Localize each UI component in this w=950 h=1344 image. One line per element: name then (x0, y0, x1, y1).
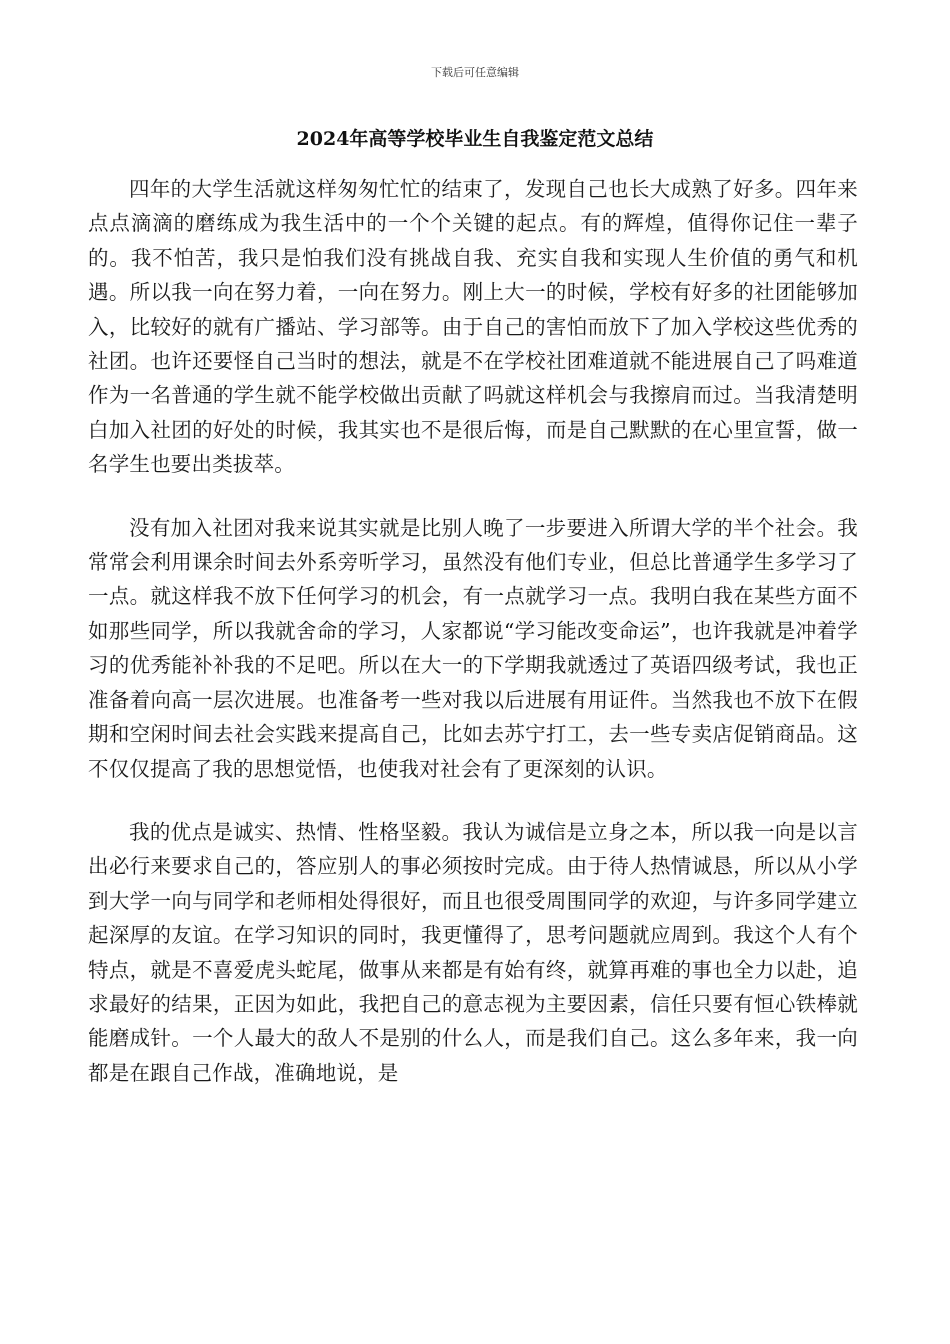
paragraph-3: 我的优点是诚实、热情、性格坚毅。我认为诚信是立身之本，所以我一向是以言出必行来要求自己的，答应别人的事必须按时完成。由于待人热情诚恳，所以从小学到大学一向与同学和老师相处得很好，而且也很受周围同学的欢迎，与许多同学建立起深厚的友谊。在学习知识的同时，我更懂得了，思考问题就应周到。我这个人有个特点，就是不喜爱虎头蛇尾，做事从来都是有始有终，就算再难的事也全力以赴，追求最好的结果，正因为如此，我把自己的意志视为主要因素，信任只要有恒心铁棒就能磨成针。一个人最大的敌人不是别的什么人，而是我们自己。这么多年来，我一向都是在跟自己作战，准确地说，是 (88, 819, 858, 1085)
paragraph-2: 没有加入社团对我来说其实就是比别人晚了一步要进入所谓大学的半个社会。我常常会利用课余时间去外系旁听学习，虽然没有他们专业，但总比普通学生多学习了一点。就这样我不放下任何学习的机会，有一点就学习一点。我明白我在某些方面不如那些同学，所以我就舍命的学习，人家都说“学习能改变命运”，也许我就是冲着学习的优秀能补补我的不足吧。所以在大一的下学期我就透过了英语四级考试，我也正准备着向高一层次进展。也准备考一些对我以后进展有用证件。当然我也不放下在假期和空闲时间去社会实践来提高自己，比如去苏宁打工，去一些专卖店促销商品。这不仅仅提高了我的思想觉悟，也使我对社会有了更深刻的认识。 (88, 515, 858, 781)
paragraph-1: 四年的大学生活就这样匆匆忙忙的结束了，发现自己也长大成熟了好多。四年来点点滴滴的磨练成为我生活中的一个个关键的起点。有的辉煌，值得你记住一辈子的。我不怕苦，我只是怕我们没有挑战自我、充实自我和实现人生价值的勇气和机遇。所以我一向在努力着，一向在努力。刚上大一的时候，学校有好多的社团能够加入，比较好的就有广播站、学习部等。由于自己的害怕而放下了加入学校这些优秀的社团。也许还要怪自己当时的想法，就是不在学校社团难道就不能进展自己了吗难道作为一名普通的学生就不能学校做出贡献了吗就这样机会与我擦肩而过。当我清楚明白加入社团的好处的时候，我其实也不是很后悔，而是自己默默的在心里宣誓，做一名学生也要出类拔萃。 (88, 177, 858, 477)
header-note: 下载后可任意编辑 (431, 66, 519, 79)
document-title: 2024年高等学校毕业生自我鉴定范文总结 (296, 128, 654, 150)
document-body (88, 172, 858, 1119)
